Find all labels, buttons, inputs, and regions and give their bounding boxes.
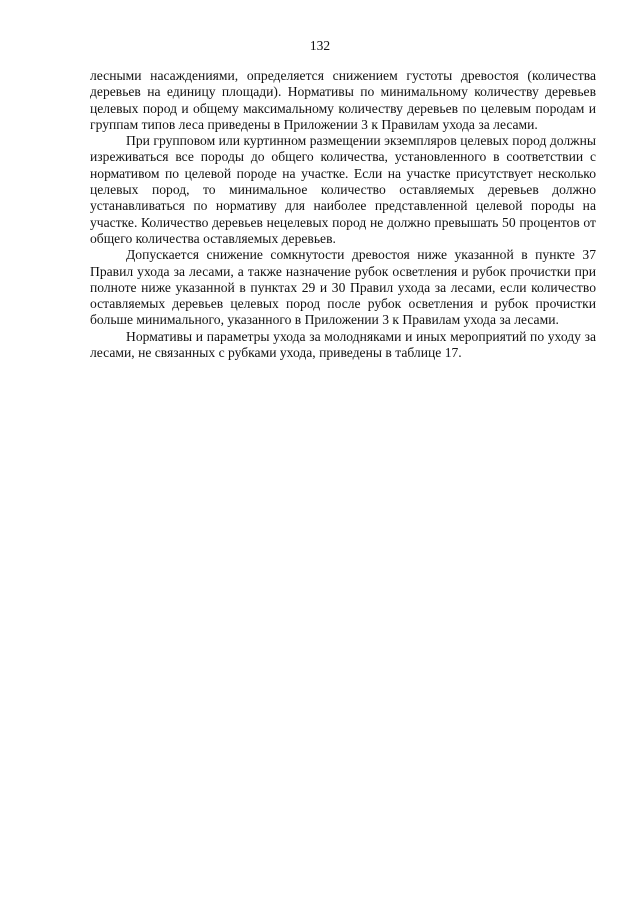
body-text: [90, 68, 596, 361]
paragraph-norms-reference: Нормативы и параметры ухода за молодняками и иных мероприятий по уходу за лесами, не связанных с рубками ухода, приведены в таблице 17.: [90, 328, 596, 361]
paragraph-density-reduction: Допускается снижение сомкнутости древостоя ниже указанной в пункте 37 Правил ухода за лесами, а также назначение рубок осветления и рубок прочистки при полноте ниже указанной в пунктах 29 и 30 Правил ухода за лесами, если количество оставляемых деревьев целевых пород после рубок осветления и рубок прочистки больше минимального, указанного в Приложении 3 к Правилам ухода за лесами.: [90, 247, 596, 328]
paragraph-continuation: лесными насаждениями, определяется снижением густоты древостоя (количества деревьев на единицу площади). Нормативы по минимальному количеству деревьев целевых пород и общему максимальному количеству деревьев по целевым породам и группам типов леса приведены в Приложении 3 к Правилам ухода за лесами.: [90, 68, 596, 132]
page-number: 132: [309, 38, 331, 53]
paragraph-group-placement: При групповом или куртинном размещении экземпляров целевых пород должны изреживаться все породы до общего количества, установленного в соответствии с нормативом по целевой породе на участке. Если на участке присутствует несколько целевых пород, то минимальное количество оставляемых деревьев должно устанавливаться по нормативу для наиболее представленной целевой породы на участке. Количество деревьев нецелевых пород не должно превышать 50 процентов от общего количества оставляемых деревьев.: [90, 133, 596, 246]
